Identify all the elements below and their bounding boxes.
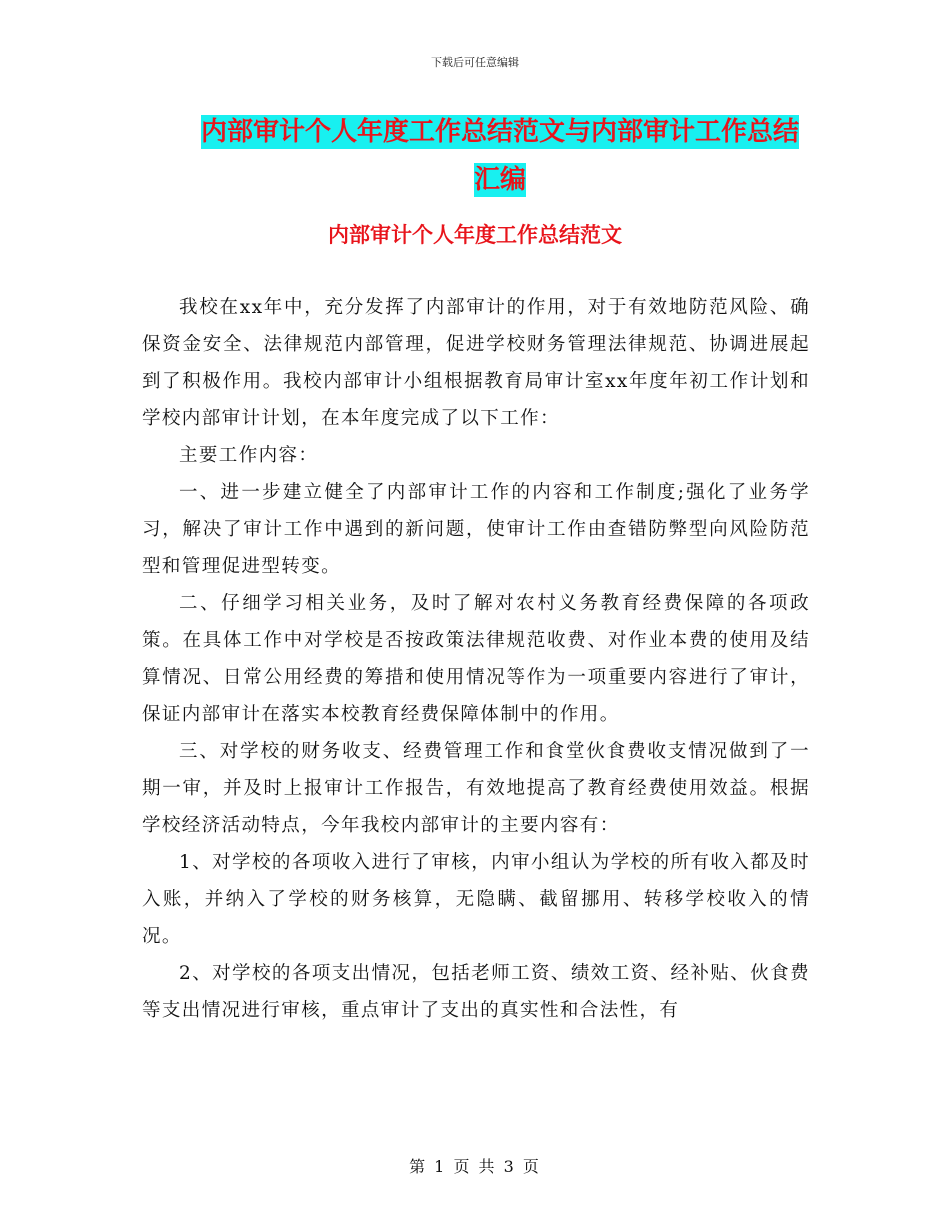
title-line-2: 汇编 [473, 165, 526, 195]
body-text [142, 289, 810, 1029]
header-note: 下载后可任意编辑 [431, 56, 519, 69]
page-footer: 第 1 页 共 3 页 [409, 1157, 541, 1176]
title-line-1: 内部审计个人年度工作总结范文与内部审计工作总结 [200, 117, 799, 147]
paragraph: 一、进一步建立健全了内部审计工作的内容和工作制度;强化了业务学习，解决了审计工作中遇到的新问题，使审计工作由查错防弊型向风险防范型和管理促进型转变。 [142, 482, 810, 577]
paragraph: 2、对学校的各项支出情况，包括老师工资、绩效工资、经补贴、伙食费等支出情况进行审核，重点审计了支出的真实性和合法性，有 [142, 963, 810, 1021]
paragraph: 主要工作内容： [179, 445, 319, 466]
section-title: 内部审计个人年度工作总结范文 [328, 223, 622, 247]
paragraph: 我校在xx年中，充分发挥了内部审计的作用，对于有效地防范风险、确保资金安全、法律规范内部管理，促进学校财务管理法律规范、协调进展起到了积极作用。我校内部审计小组根据教育局审计室xx年度年初工作计划和学校内部审计计划，在本年度完成了以下工作： [142, 297, 810, 429]
paragraph: 三、对学校的财务收支、经费管理工作和食堂伙食费收支情况做到了一期一审，并及时上报审计工作报告，有效地提高了教育经费使用效益。根据学校经济活动特点，今年我校内部审计的主要内容有： [142, 741, 810, 836]
paragraph: 二、仔细学习相关业务，及时了解对农村义务教育经费保障的各项政策。在具体工作中对学校是否按政策法律规范收费、对作业本费的使用及结算情况、日常公用经费的筹措和使用情况等作为一项重要内容进行了审计，保证内部审计在落实本校教育经费保障体制中的作用。 [142, 593, 810, 725]
document-title [140, 108, 860, 204]
paragraph: 1、对学校的各项收入进行了审核，内审小组认为学校的所有收入都及时入账，并纳入了学校的财务核算，无隐瞒、截留挪用、转移学校收入的情况。 [142, 852, 810, 947]
